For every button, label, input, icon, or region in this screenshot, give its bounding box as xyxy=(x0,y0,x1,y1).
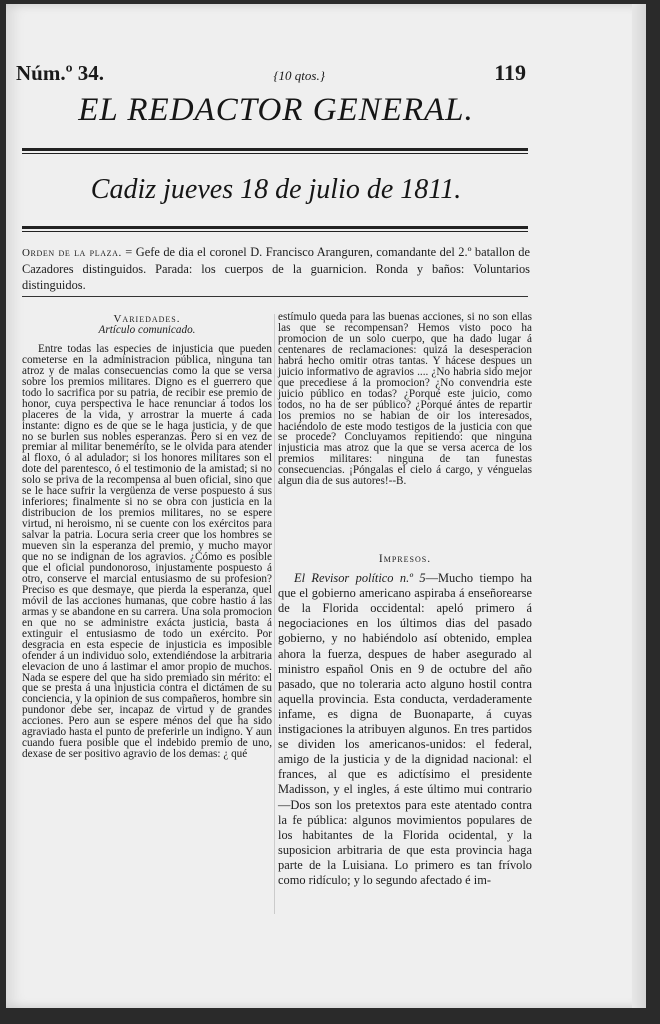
impresos-title: Impresos. xyxy=(378,553,432,565)
issue-number: Núm.º 34. xyxy=(16,61,105,85)
continuation-body: estímulo queda para las buenas acciones, si no son ellas las que se recompensan? Hemos visto poco ha promocion de un solo cuerpo, que ha dado lugar á centenares de reclamaciones: quizá la desesperacion habrá hecho omitir otras tantas. Y hácese despues un juicio informativo de agravios .... ¿No habria sido mejor que precediese á la promocion? ¿No convendria este juicio público en todas? ¿Porqué este juicio, como todos, no ha de ser público? ¿Porqué ántes de repartir los premios no se habian de oir los interesados, haciéndolo de este modo testigos de la justicia con que se procede? Concluyamos repitiendo: que ninguna injusticia mas atroz que la que se versa acerca de los premios militares: ninguna de tan funestas consecuencias. ¡Póngalas el cielo á cargo, y vénguelas algun dia de sus autores!--B. xyxy=(278,311,532,488)
dateline: Cadiz jueves 18 de julio de 1811. xyxy=(90,174,462,205)
newspaper-page xyxy=(6,4,646,1008)
masthead-rule xyxy=(22,148,528,154)
orden-text: = Gefe de dia el coronel D. Francisco Aranguren, comandante del 2.º batallon de Cazadores distinguidos. Parada: los cuerpos de la guarnicion. Ronda y baños: Voluntarios distinguidos. xyxy=(22,245,530,292)
impresos-section xyxy=(278,552,532,888)
variedades-body: Entre todas las especies de injusticia que pueden cometerse en la administracion pública, ninguna tan atroz y de malas consecuencias como la que se versa sobre los premios militares. Digno es el guerrero que todo lo sacrifica por su patria, de recibir ese premio de honor, cuya perspectiva le hace renunciar á todos los placeres de la vida, y arrostrar la muerte á cada instante: digno es de que se le haga justicia, y de que no se burlen sus nobles esperanzas. Pero si en vez de premiar al militar benemérito, se le olvida para atender al floxo, ó al adulador; si los honores militares son el dote del parentesco, ó el testimonio de la amistad; si no solo se priva de la recompensa al buen oficial, sino que se le hace sufrir la vergüenza de verse pospuesto á sus inferiores; finalmente si no se obra con justicia en la distribucion de los premios militares, no se espere virtud, ni heroismo, ni se cuente con los exércitos para salvar la patria. Locura seria creer que los hombres se mueven sin la esperanza del premio, y mucho mayor que no se indignan de los agravios. ¿Cómo es posible que el oficial pundonoroso, injustamente pospuesto á otro, conserve el marcial entusiasmo de su profesion? Preciso es que desmaye, que pierda la esperanza, quel móvil de las acciones humanas, que cobre hastio á las armas y se abandone en su carrera. Una sola promocion en que no se administre exácta justicia, basta á extinguir el entusiasmo de todo un exército. Por desgracia en esta especie de injusticia es imposible ofender á un individuo solo, extendiéndose la arbitraria elevacion de uno á lastimar el amor propio de muchos. Nada se espere del que ha sido premiado sin mérito: el que se presta á una injusticia contra el dictámen de su conciencia, y la opinion de sus compañeros, hombre sin pundonor debe ser, incapaz de virtud y de grandes acciones. Pero aun se espere ménos del que ha sido agraviado hasta el punto de preferirle un indigno. Y aun cuando fuera posible que el indebido premio de uno, dexase de ser positivo agravio de los demas: ¿ qué xyxy=(22,342,272,761)
dateline-rule xyxy=(22,226,528,232)
issue-header xyxy=(16,60,526,86)
variedades-column xyxy=(22,314,272,760)
page-number: 119 xyxy=(494,60,526,85)
page-edge xyxy=(632,4,646,1008)
masthead-title: EL REDACTOR GENERAL. xyxy=(78,92,474,128)
issue-price: {10 qtos.} xyxy=(273,68,325,83)
continuation-column xyxy=(278,312,532,487)
impresos-body: —Mucho tiempo ha que el gobierno americano aspiraba á enseñorearse de la Florida occidental: apeló primero á negociaciones en los últimos dias del pasado gobierno, y no habiéndolo así obtenido, emplea ahora la fuerza, despues de haber asegurado al ministro español Onis en 9 de octubre del año pasado, que no toleraria acto alguno hostil contra aquella provincia. Esta conducta, verdaderamente infame, es digna de Buonaparte, á cuyas instigaciones la atribuyen algunos. En tres partidos se dividen los americanos-unidos: el federal, amigo de la justicia y de la dignidad nacional: el frances, al que es adictísimo el presidente Madisson, y el ingles, á este último mui contrario—Dos son los pretextos para este atentado contra la fe pública: algunos movimientos populares de los habitantes de la Florida ocidental, y la suposicion arbitraria de que esta provincia haga parte de la Luisiana. Lo primero es tan frívolo como ridículo; y lo segundo afectado é im- xyxy=(278,571,533,887)
orden-label: Orden de la plaza. xyxy=(22,247,122,259)
impresos-lead: El Revisor político n.º 5 xyxy=(294,571,426,586)
orden-de-la-plaza xyxy=(22,244,530,293)
impresos-paragraph xyxy=(278,571,532,888)
section-rule xyxy=(22,296,528,297)
variedades-title: Variedades. xyxy=(113,313,181,325)
column-divider xyxy=(274,314,275,914)
variedades-subtitle: Artículo comunicado. xyxy=(98,323,196,336)
